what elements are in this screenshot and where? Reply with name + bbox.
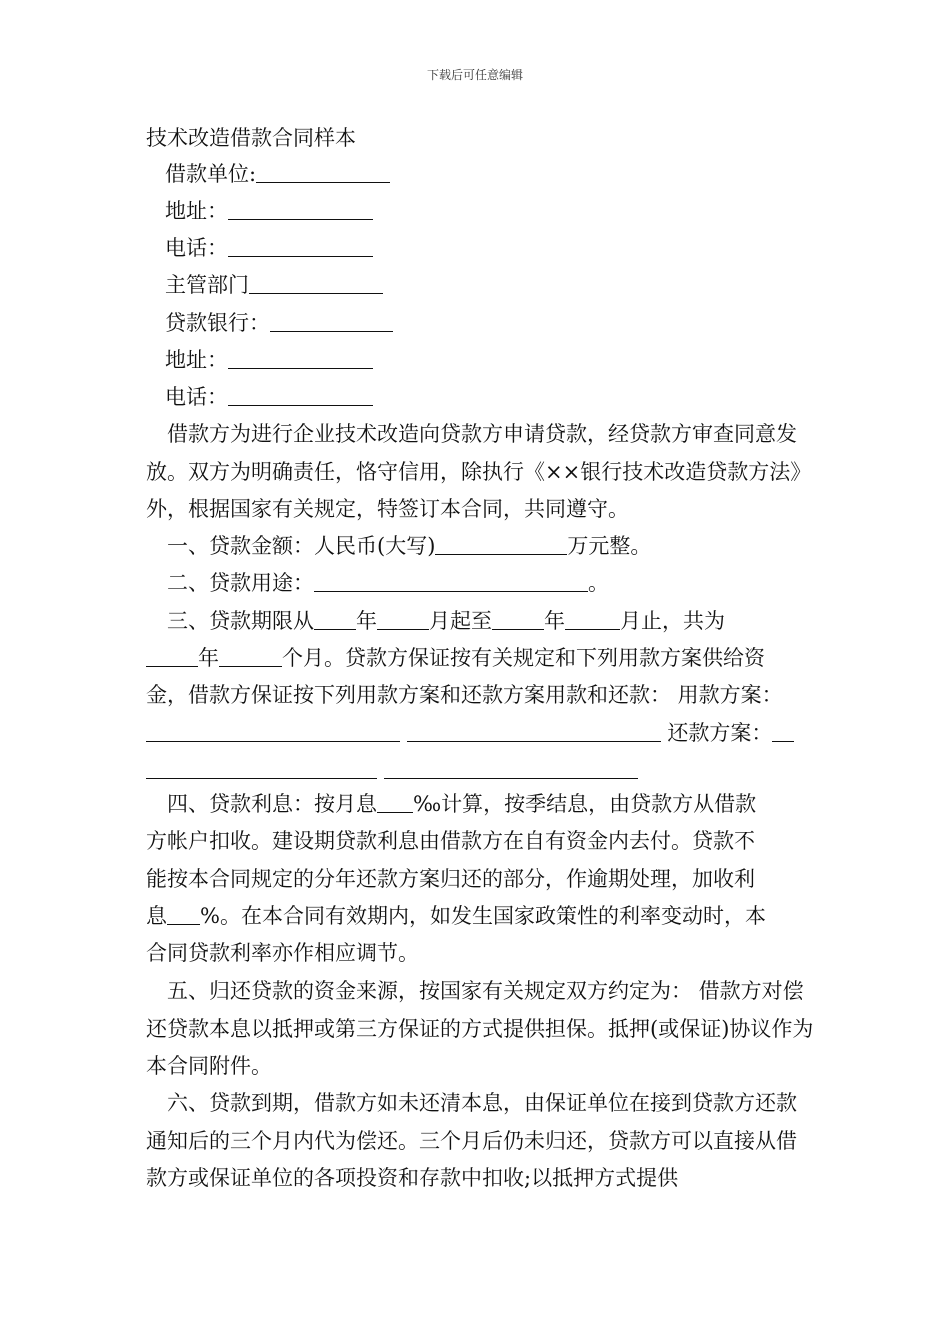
- clause-3-text-c: 月起至: [429, 609, 492, 633]
- clause-1-unit: 万元整。: [567, 534, 652, 558]
- clause-2-label: 二、贷款用途：: [167, 571, 314, 595]
- usage-plan-blank-2: [407, 721, 661, 742]
- clause-3-line-5: [146, 752, 638, 790]
- intro-paragraph: 借款方为进行企业技术改造向贷款方申请贷款，经贷款方审查同意发放。双方为明确责任，恪守信用，除执行《××银行技术改造贷款方法》外，根据国家有关规定，特签订本合同，共同遵守。: [146, 422, 812, 521]
- dept-blank: [249, 273, 383, 294]
- repayment-plan-blank-2: [384, 758, 638, 779]
- clause-4-line-1: [146, 786, 756, 824]
- page-header-note: 下载后可任意编辑: [426, 68, 523, 82]
- clause-3-line-2: [146, 640, 765, 678]
- purpose-blank: [314, 571, 588, 592]
- bank-field: [165, 309, 393, 337]
- clause-6-paragraph: 六、贷款到期，借款方如未还清本息，由保证单位在接到贷款方还款通知后的三个月内代为偿还。三个月后仍未归还，贷款方可以直接从借款方或保证单位的各项投资和存款中扣收;以抵押方式提供: [146, 1091, 797, 1190]
- clause-2-end: 。: [588, 571, 609, 595]
- borrower-phone-label: 电话：: [165, 236, 228, 260]
- clause-3-text-f: 年: [198, 646, 219, 670]
- clause-4-line-5: 合同贷款利率亦作相应调节。: [146, 941, 419, 965]
- end-year-blank: [492, 609, 544, 630]
- clause-3-text-a: 三、贷款期限从: [167, 609, 314, 633]
- clause-4-text-f: %。在本合同有效期内，如发生国家政策性的利率变动时，本: [200, 904, 766, 928]
- penalty-rate-blank: [167, 904, 200, 925]
- start-year-blank: [314, 609, 356, 630]
- repayment-plan-label: 还款方案：: [667, 721, 773, 745]
- amount-blank: [435, 534, 567, 555]
- borrower-label: 借款单位:: [165, 162, 257, 186]
- borrower-field: [165, 160, 390, 188]
- bank-phone-blank: [228, 385, 373, 406]
- clause-3-line-4: [146, 715, 794, 753]
- clause-3-text-g: 个月。贷款方保证按有关规定和下列用款方案供给资: [282, 646, 765, 670]
- start-month-blank: [377, 609, 429, 630]
- bank-address-label: 地址：: [165, 348, 228, 372]
- clause-4-text-e: 息: [146, 904, 167, 928]
- borrower-address-field: [165, 197, 373, 225]
- clause-1: [146, 528, 651, 566]
- bank-phone-label: 电话：: [165, 385, 228, 409]
- borrower-blank: [256, 162, 390, 183]
- dept-label: 主管部门: [165, 273, 249, 297]
- clause-4-line-2: 方帐户扣收。建设期贷款利息由借款方在自有资金内去付。贷款不: [146, 829, 755, 853]
- clause-3-text-b: 年: [356, 609, 377, 633]
- clause-4-line-3: 能按本合同规定的分年还款方案归还的部分，作逾期处理，加收利: [146, 867, 755, 891]
- bank-label: 贷款银行：: [165, 311, 270, 335]
- bank-address-field: [165, 346, 373, 374]
- borrower-phone-blank: [228, 236, 373, 257]
- clause-4-line-4: [146, 898, 766, 936]
- end-month-blank: [565, 609, 620, 630]
- clause-1-label: 一、贷款金额：人民币(大写): [167, 534, 436, 558]
- clause-5-paragraph: 五、归还贷款的资金来源，按国家有关规定双方约定为： 借款方对偿还贷款本息以抵押或第三方保证的方式提供担保。抵押(或保证)协议作为本合同附件。: [146, 979, 814, 1078]
- clause-4-text-a: 四、贷款利息：按月息: [167, 792, 377, 816]
- borrower-address-blank: [228, 199, 373, 220]
- bank-phone-field: [165, 383, 373, 411]
- document-title: 技术改造借款合同样本: [146, 126, 356, 150]
- clause-3-line-1: [146, 603, 725, 641]
- monthly-rate-blank: [377, 792, 413, 813]
- total-years-blank: [146, 646, 198, 667]
- clause-3-line-3: 金，借款方保证按下列用款方案和还款方案用款和还款： 用款方案：: [146, 683, 783, 707]
- usage-plan-blank-1: [146, 721, 400, 742]
- total-months-blank: [219, 646, 282, 667]
- clause-3-text-d: 年: [544, 609, 565, 633]
- clause-3-text-e: 月止，共为: [620, 609, 725, 633]
- bank-address-blank: [228, 348, 373, 369]
- repayment-plan-blank-1: [146, 758, 377, 779]
- bank-blank: [270, 311, 393, 332]
- borrower-address-label: 地址：: [165, 199, 228, 223]
- clause-4-text-b: ‰计算，按季结息，由贷款方从借款: [413, 792, 757, 816]
- borrower-phone-field: [165, 234, 373, 262]
- dept-field: [165, 271, 383, 299]
- clause-2: [146, 565, 609, 603]
- repayment-plan-blank-0: [772, 721, 794, 742]
